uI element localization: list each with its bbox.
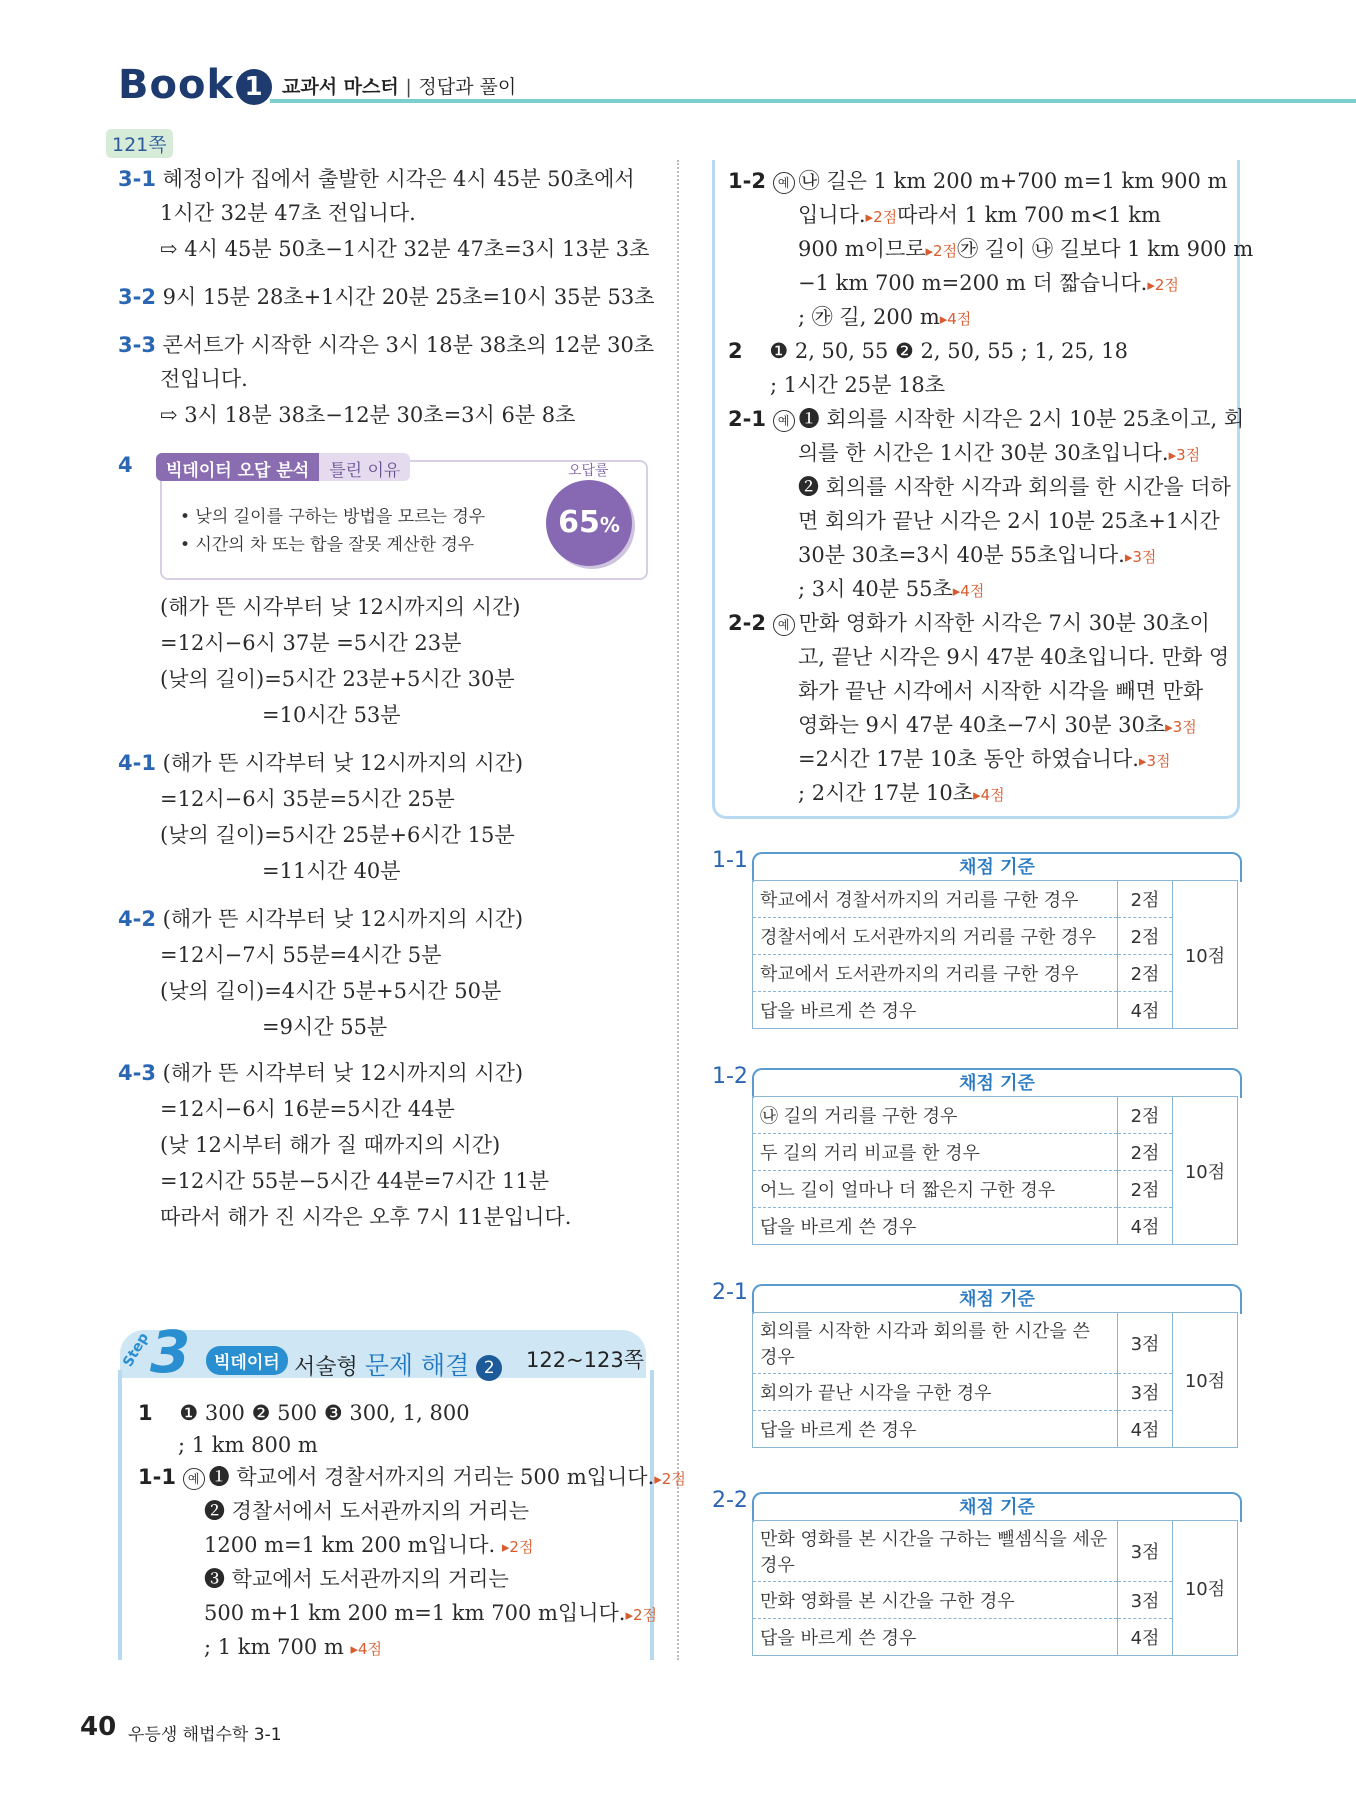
page-reference-tag: 121쪽	[106, 129, 173, 158]
table-row: 학교에서 경찰서까지의 거리를 구한 경우 2점 10점	[753, 881, 1238, 918]
header-title: 교과서 마스터 | 정답과 풀이	[282, 76, 517, 98]
step-number: 3	[150, 1318, 191, 1386]
bigdata-badge: 빅데이터	[206, 1346, 288, 1375]
table-row: 회의를 시작한 시각과 회의를 한 시간을 쓴 경우 3점 10점	[753, 1313, 1238, 1374]
text-line: 입니다.▸2점따라서 1 km 700 m<1 km	[798, 203, 1161, 227]
column-divider	[677, 160, 679, 1660]
table-row: 답을 바르게 쓴 경우 4점	[753, 992, 1238, 1029]
table-row: 학교에서 도서관까지의 거리를 구한 경우 2점	[753, 955, 1238, 992]
answer-4-1: 4-1 (해가 뜬 시각부터 낮 12시까지의 시간)	[118, 751, 524, 775]
text-line: ; 1 km 700 m ▸4점	[204, 1635, 383, 1659]
text-line: −1 km 700 m=200 m 더 짧습니다.▸2점	[798, 271, 1179, 295]
text-line: ❷ 회의를 시작한 시각과 회의를 한 시간을 더하	[798, 475, 1231, 499]
table-row: ㉯ 길의 거리를 구한 경우 2점 10점	[753, 1097, 1238, 1134]
text-line: =12시−7시 55분=4시간 5분	[160, 943, 442, 967]
text-line: (낮의 길이)=4시간 5분+5시간 50분	[160, 979, 502, 1003]
table-head-2-1: 채점 기준	[752, 1284, 1242, 1314]
answer-2-1: 2-1 예 ❶ 회의를 시작한 시각은 2시 10분 25초이고, 회	[728, 407, 1245, 431]
text-line: ; 1시간 25분 18초	[770, 373, 946, 397]
table-row: 두 길의 거리 비교를 한 경우 2점	[753, 1134, 1238, 1171]
answer-4-2: 4-2 (해가 뜬 시각부터 낮 12시까지의 시간)	[118, 907, 524, 931]
step3-answer-1: 1 ❶ 300 ❷ 500 ❸ 300, 1, 800	[138, 1401, 470, 1425]
text-line: 30분 30초=3시 40분 55초입니다.▸3점	[798, 543, 1157, 567]
step3-title: 서술형 문제 해결 2	[294, 1346, 502, 1382]
table-row: 만화 영화를 본 시간을 구한 경우 3점	[753, 1582, 1238, 1619]
text-line: =10시간 53분	[262, 703, 401, 727]
header-rule	[270, 99, 1356, 103]
text-line: 500 m+1 km 200 m=1 km 700 m입니다.▸2점	[204, 1601, 658, 1625]
step3-pages: 122~123쪽	[526, 1348, 645, 1372]
step-label: Step	[120, 1330, 153, 1370]
table-head-2-2: 채점 기준	[752, 1492, 1242, 1522]
text-line: 900 m이므로▸2점㉮ 길이 ㉯ 길보다 1 km 900 m	[798, 237, 1254, 261]
scoring-table-1-2	[752, 1096, 1238, 1245]
page-number: 40	[80, 1712, 117, 1742]
book-number-badge: 1	[236, 69, 272, 105]
table-total: 10점	[1173, 1097, 1238, 1245]
answer-2: 2 ❶ 2, 50, 55 ❷ 2, 50, 55 ; 1, 25, 18	[728, 339, 1128, 363]
text-line: =12시간 55분−5시간 44분=7시간 11분	[160, 1169, 549, 1193]
text-line: (낮의 길이)=5시간 25분+6시간 15분	[160, 823, 515, 847]
answer-3-2: 3-2 9시 15분 28초+1시간 20분 25초=10시 35분 53초	[118, 285, 655, 309]
text-line: ⇨ 4시 45분 50초−1시간 32분 47초=3시 13분 3초	[160, 237, 650, 261]
error-analysis-tag: 빅데이터 오답 분석 틀린 이유	[156, 453, 410, 481]
answer-3-3: 3-3 콘서트가 시작한 시각은 3시 18분 38초의 12분 30초	[118, 333, 655, 357]
table-row: 회의가 끝난 시각을 구한 경우 3점	[753, 1374, 1238, 1411]
error-reason-1: • 낮의 길이를 구하는 방법을 모르는 경우	[180, 507, 486, 527]
error-rate-circle: 65%	[546, 480, 632, 566]
answer-2-2: 2-2 예 만화 영화가 시작한 시각은 7시 30분 30초이	[728, 611, 1210, 635]
text-line: 영화는 9시 47분 40초−7시 30분 30초▸3점	[798, 713, 1197, 737]
text-line: ; 2시간 17분 10초▸4점	[798, 781, 1005, 805]
text-line: ❷ 경찰서에서 도서관까지의 거리는	[204, 1499, 530, 1523]
text-line: ❸ 학교에서 도서관까지의 거리는	[204, 1567, 509, 1591]
text-line: 따라서 해가 진 시각은 오후 7시 11분입니다.	[160, 1205, 572, 1229]
table-row: 만화 영화를 본 시간을 구하는 뺄셈식을 세운 경우 3점 10점	[753, 1521, 1238, 1582]
answer-3-1: 3-1 혜정이가 집에서 출발한 시각은 4시 45분 50초에서	[118, 167, 635, 191]
table-head-1-2: 채점 기준	[752, 1068, 1242, 1098]
table-head-1-1: 채점 기준	[752, 852, 1242, 882]
text-line: 고, 끝난 시각은 9시 47분 40초입니다. 만화 영	[798, 645, 1230, 669]
text-line: ; ㉮ 길, 200 m▸4점	[798, 305, 972, 329]
table-row: 경찰서에서 도서관까지의 거리를 구한 경우 2점	[753, 918, 1238, 955]
table-label-1-2: 1-2	[712, 1064, 748, 1089]
scoring-table-2-1	[752, 1312, 1238, 1448]
table-label-2-1: 2-1	[712, 1280, 748, 1305]
error-reason-2: • 시간의 차 또는 합을 잘못 계산한 경우	[180, 535, 475, 555]
text-line: 전입니다.	[160, 367, 248, 391]
table-total: 10점	[1173, 1521, 1238, 1656]
text-line: =12시−6시 16분=5시간 44분	[160, 1097, 455, 1121]
scoring-table-1-1	[752, 880, 1238, 1029]
text-line: (해가 뜬 시각부터 낮 12시까지의 시간)	[160, 595, 521, 619]
text-line: (낮의 길이)=5시간 23분+5시간 30분	[160, 667, 515, 691]
table-row: 답을 바르게 쓴 경우 4점	[753, 1208, 1238, 1245]
text-line: ; 1 km 800 m	[178, 1433, 318, 1457]
text-line: =12시−6시 37분 =5시간 23분	[160, 631, 462, 655]
book-title: 우등생 해법수학 3-1	[128, 1725, 282, 1745]
error-rate-label: 오답률	[568, 463, 609, 479]
scoring-table-2-2	[752, 1520, 1238, 1656]
text-line: =9시간 55분	[262, 1015, 388, 1039]
table-total: 10점	[1173, 881, 1238, 1029]
text-line: ⇨ 3시 18분 38초−12분 30초=3시 6분 8초	[160, 403, 576, 427]
text-line: =11시간 40분	[262, 859, 401, 883]
text-line: 화가 끝난 시각에서 시작한 시각을 빼면 만화	[798, 679, 1204, 703]
text-line: 1시간 32분 47초 전입니다.	[160, 201, 416, 225]
text-line: 의를 한 시간은 1시간 30분 30초입니다.▸3점	[798, 441, 1201, 465]
table-row: 답을 바르게 쓴 경우 4점	[753, 1411, 1238, 1448]
step3-answer-1-1: 1-1 예 ❶ 학교에서 경찰서까지의 거리는 500 m입니다.▸2점	[138, 1465, 686, 1489]
text-line: =2시간 17분 10초 동안 하였습니다.▸3점	[798, 747, 1171, 771]
text-line: 1200 m=1 km 200 m입니다. ▸2점	[204, 1533, 534, 1557]
text-line: (낮 12시부터 해가 질 때까지의 시간)	[160, 1133, 501, 1157]
table-label-1-1: 1-1	[712, 848, 748, 873]
book-logo: Book 1	[118, 62, 272, 108]
answer-4-3: 4-3 (해가 뜬 시각부터 낮 12시까지의 시간)	[118, 1061, 524, 1085]
text-line: 면 회의가 끝난 시각은 2시 10분 25초+1시간	[798, 509, 1220, 533]
text-line: =12시−6시 35분=5시간 25분	[160, 787, 455, 811]
table-label-2-2: 2-2	[712, 1488, 748, 1513]
table-row: 어느 길이 얼마나 더 짧은지 구한 경우 2점	[753, 1171, 1238, 1208]
table-row: 답을 바르게 쓴 경우 4점	[753, 1619, 1238, 1656]
answer-1-2: 1-2 예 ㉯ 길은 1 km 200 m+700 m=1 km 900 m	[728, 169, 1228, 193]
answer-4-number: 4	[118, 453, 133, 477]
text-line: ; 3시 40분 55초▸4점	[798, 577, 985, 601]
table-total: 10점	[1173, 1313, 1238, 1448]
